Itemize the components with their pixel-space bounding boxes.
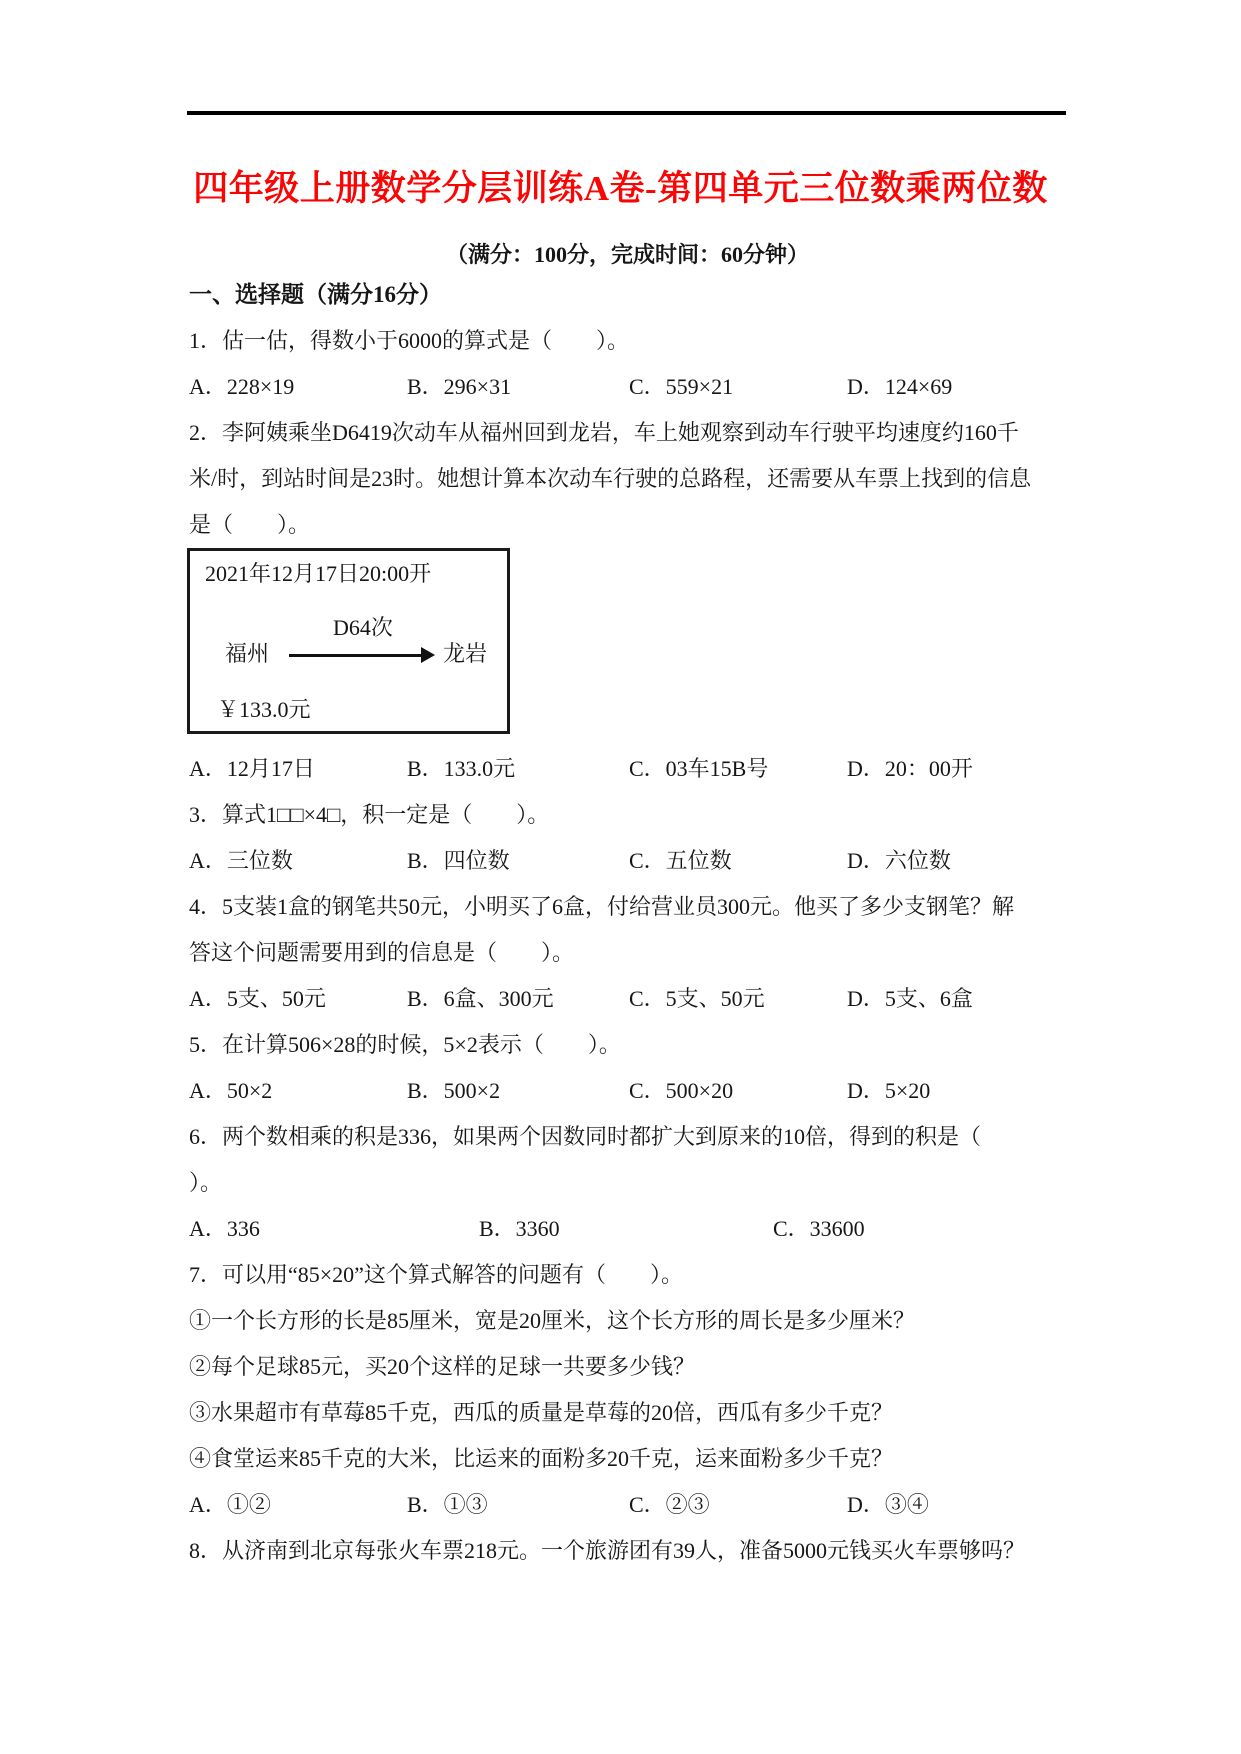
option-item: A．①② [189, 1492, 271, 1517]
question-text-line: 5．在计算506×28的时候，5×2表示（ ）。 [189, 1032, 621, 1057]
question-text-line: ）。 [189, 1170, 223, 1195]
question-text-line: 是（ ）。 [189, 512, 311, 537]
option-item: C．②③ [629, 1492, 710, 1517]
option-item: C．500×20 [629, 1078, 734, 1103]
route-arrow-icon [289, 647, 435, 663]
option-item: C．五位数 [629, 848, 732, 873]
question-text-line: 答这个问题需要用到的信息是（ ）。 [189, 940, 575, 965]
route-arrow-head [421, 647, 435, 663]
option-row [189, 838, 1069, 884]
option-item: B．①③ [407, 1492, 488, 1517]
question-text-line: ②每个足球85元，买20个这样的足球一共要多少钱？ [189, 1354, 696, 1379]
question-text-line: 4．5支装1盒的钢笔共50元，小明买了6盒，付给营业员300元。他买了多少支钢笔？解 [189, 894, 1015, 919]
question-text-line: 8．从济南到北京每张火车票218元。一个旅游团有39人，准备5000元钱买火车票够吗？ [189, 1538, 1026, 1563]
ticket-train-number: D64次 [333, 615, 393, 640]
train-ticket-box [187, 548, 510, 734]
question-text-line: 米/时，到站时间是23时。她想计算本次动车行驶的总路程，还需要从车票上找到的信息 [189, 466, 1032, 491]
option-item: A．228×19 [189, 374, 295, 399]
option-item: C．03车15B号 [629, 756, 769, 781]
option-row [189, 364, 1069, 410]
option-item: B．四位数 [407, 848, 510, 873]
question-text-line: ④食堂运来85千克的大米，比运来的面粉多20千克，运来面粉多少千克？ [189, 1446, 894, 1471]
page-title: 四年级上册数学分层训练A卷-第四单元三位数乘两位数 [193, 169, 1048, 208]
option-item: D．六位数 [847, 848, 951, 873]
option-row [189, 746, 1069, 792]
ticket-price: ￥133.0元 [217, 697, 311, 722]
question-text-line: 6．两个数相乘的积是336，如果两个因数同时都扩大到原来的10倍，得到的积是（ [189, 1124, 982, 1149]
ticket-from-station: 福州 [225, 641, 270, 666]
option-row [189, 1482, 1069, 1528]
option-item: D．③④ [847, 1492, 929, 1517]
option-item: A．336 [189, 1216, 260, 1241]
option-item: B．296×31 [407, 374, 512, 399]
question-text-line: ①一个长方形的长是85厘米，宽是20厘米，这个长方形的周长是多少厘米？ [189, 1308, 916, 1333]
option-item: B．500×2 [407, 1078, 501, 1103]
option-item: A．12月17日 [189, 756, 315, 781]
ticket-to-station: 龙岩 [443, 641, 488, 666]
option-row [189, 976, 1069, 1022]
option-item: A．5支、50元 [189, 986, 326, 1011]
option-item: B．6盒、300元 [407, 986, 554, 1011]
option-item: C．559×21 [629, 374, 734, 399]
option-item: D．124×69 [847, 374, 953, 399]
section-heading: 一、选择题（满分16分） [189, 282, 442, 307]
option-item: B．133.0元 [407, 756, 516, 781]
question-text-line: 1．估一估，得数小于6000的算式是（ ）。 [189, 328, 630, 353]
option-item: C．33600 [773, 1216, 865, 1241]
option-item: A．三位数 [189, 848, 293, 873]
option-row [189, 1068, 1069, 1114]
option-item: A．50×2 [189, 1078, 273, 1103]
option-item: D．20：00开 [847, 756, 973, 781]
page-subtitle: （满分：100分，完成时间：60分钟） [445, 242, 809, 267]
option-item: C．5支、50元 [629, 986, 765, 1011]
header-rule [187, 111, 1066, 115]
option-item: D．5×20 [847, 1078, 931, 1103]
option-item: D．5支、6盒 [847, 986, 973, 1011]
option-item: B．3360 [479, 1216, 560, 1241]
option-row [189, 1206, 1069, 1252]
question-text-line: 7．可以用“85×20”这个算式解答的问题有（ ）。 [189, 1262, 683, 1287]
route-arrow-shaft [289, 654, 422, 657]
question-text-line: ③水果超市有草莓85千克，西瓜的质量是草莓的20倍，西瓜有多少千克？ [189, 1400, 894, 1425]
question-text-line: 2．李阿姨乘坐D6419次动车从福州回到龙岩，车上她观察到动车行驶平均速度约160千 [189, 420, 1019, 445]
ticket-departure-datetime: 2021年12月17日20:00开 [205, 561, 432, 586]
question-text-line: 3．算式1□□×4□，积一定是（ ）。 [189, 802, 550, 827]
